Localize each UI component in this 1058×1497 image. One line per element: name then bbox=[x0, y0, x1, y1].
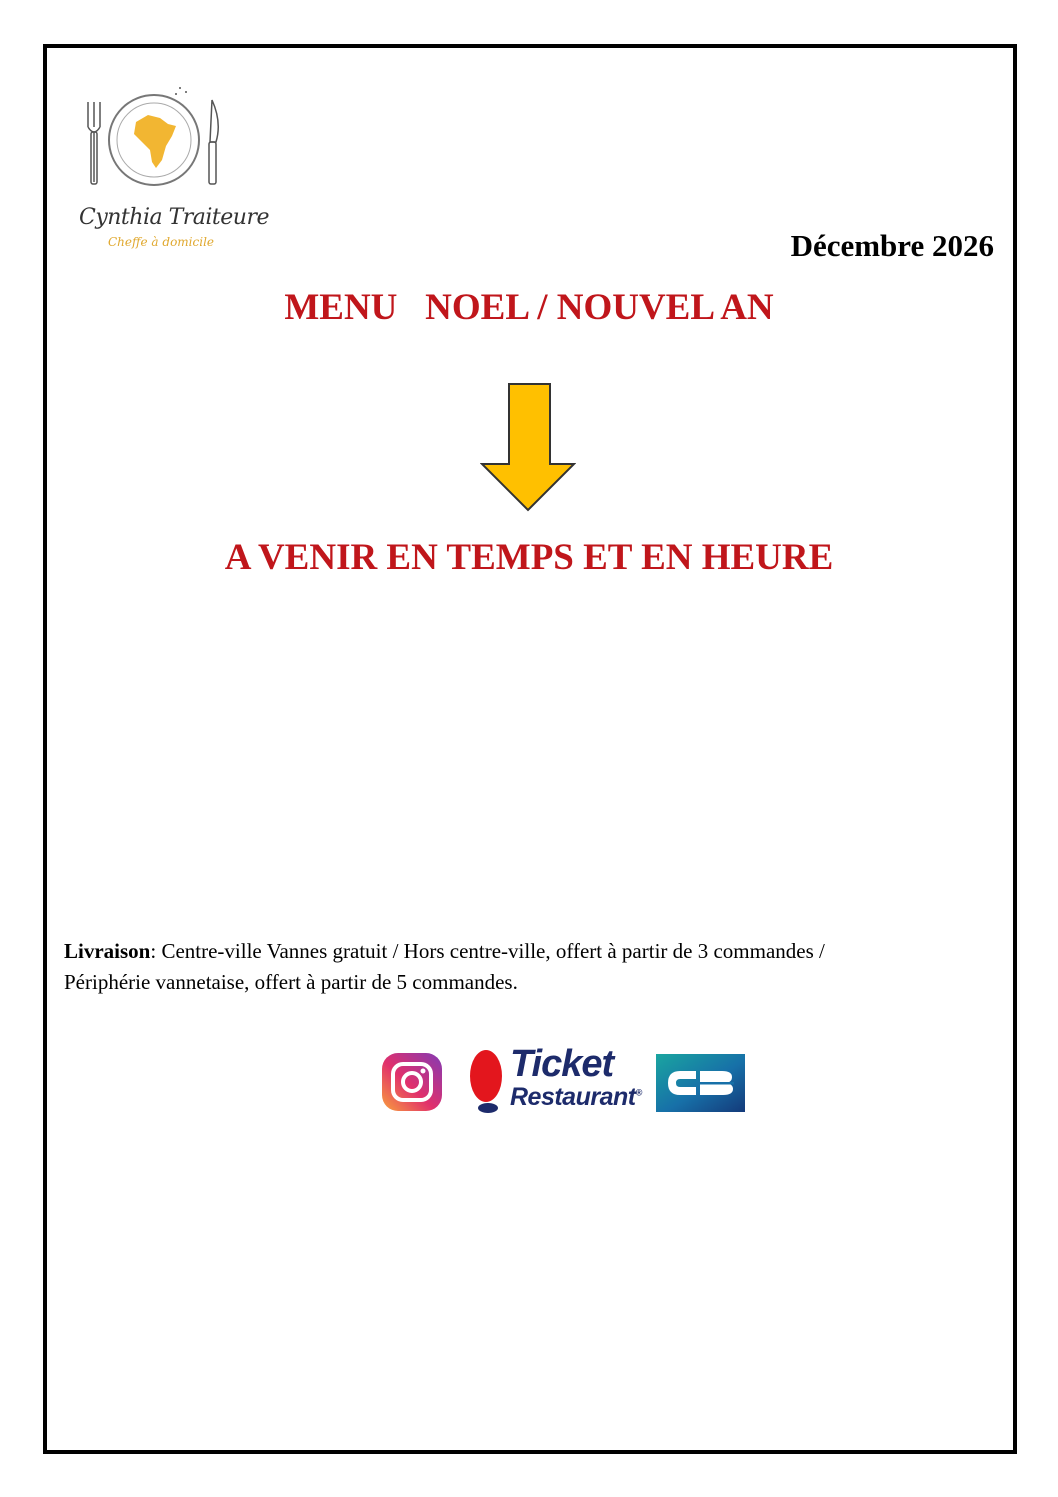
cb-card-icon bbox=[656, 1054, 745, 1112]
logo-plate-icon bbox=[76, 82, 236, 257]
ticket-word: Ticket bbox=[510, 1043, 614, 1085]
down-arrow-icon bbox=[480, 382, 576, 512]
menu-title: MENU NOEL / NOUVEL AN bbox=[284, 287, 774, 328]
delivery-label: Livraison bbox=[64, 939, 151, 963]
delivery-line-1: : Centre-ville Vannes gratuit / Hors centre-ville, offert à partir de 3 commandes / bbox=[150, 939, 825, 963]
delivery-info bbox=[64, 936, 1004, 998]
instagram-icon[interactable] bbox=[380, 1052, 444, 1112]
restaurant-word: Restaurant® bbox=[510, 1083, 642, 1111]
menu-subtitle: A VENIR EN TEMPS ET EN HEURE bbox=[224, 537, 834, 578]
logo-subtitle: Cheffe à domicile bbox=[108, 235, 215, 249]
delivery-line-2: Périphérie vannetaise, offert à partir de 5 commandes. bbox=[64, 970, 518, 994]
menu-date: Décembre 2026 bbox=[790, 228, 994, 263]
logo-name: Cynthia Traiteure bbox=[79, 205, 269, 230]
